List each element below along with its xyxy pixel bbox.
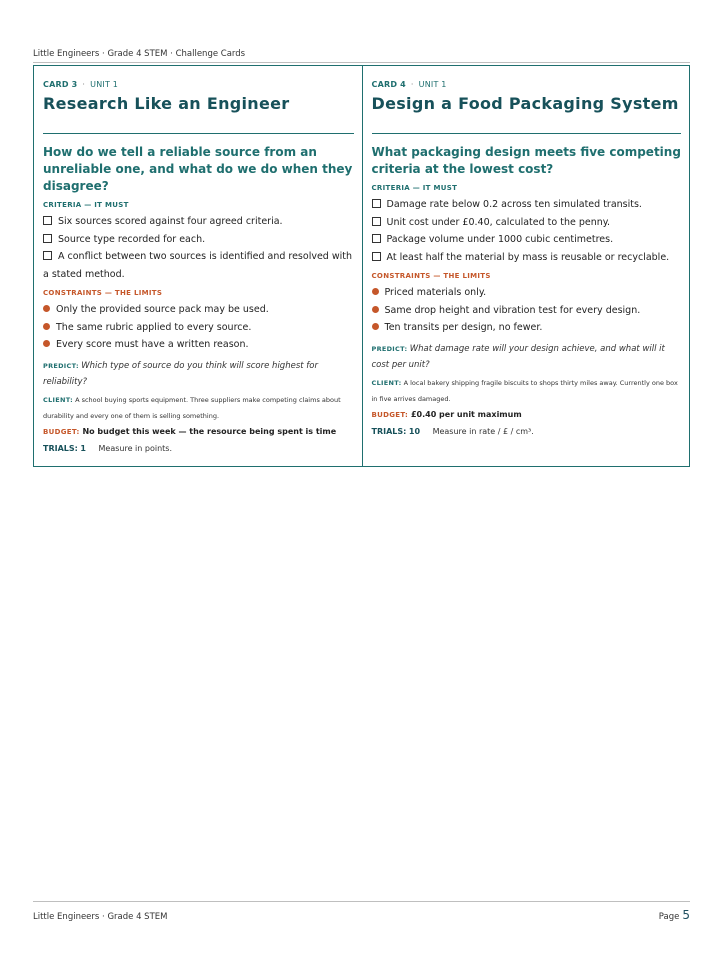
trials-label: TRIALS: xyxy=(371,426,407,436)
constraint-text: Same drop height and vibration test for every design. xyxy=(384,304,641,316)
predict-line xyxy=(43,358,354,390)
constraints-list xyxy=(372,284,682,337)
bullet-dot-icon xyxy=(43,323,50,330)
budget-text: No budget this week — the resource being spent is time xyxy=(82,426,337,436)
driving-question: How do we tell a reliable source from an unreliable one, and what do we do when they disagree? xyxy=(43,145,353,193)
bullet-dot-icon xyxy=(372,306,379,313)
predict-text: What damage rate will your design achieve, and what will it cost per unit? xyxy=(371,343,665,370)
challenge-card xyxy=(362,66,690,466)
constraints-heading: CONSTRAINTS — THE LIMITS xyxy=(43,289,163,297)
constraint-item xyxy=(372,302,682,320)
checkbox-icon xyxy=(43,216,52,225)
budget-line xyxy=(43,427,354,436)
budget-line xyxy=(372,410,682,419)
client-text: A school buying sports equipment. Three suppliers make competing claims about durability and every one of them is selling something. xyxy=(43,395,341,420)
challenge-cards xyxy=(33,65,690,467)
budget-text: £0.40 per unit maximum xyxy=(410,409,522,419)
constraints-heading: CONSTRAINTS — THE LIMITS xyxy=(371,272,491,280)
constraint-item xyxy=(43,336,354,354)
criteria-text: At least half the material by mass is reusable or recyclable. xyxy=(386,251,670,263)
running-header: Little Engineers · Grade 4 STEM · Challenge Cards xyxy=(33,49,690,63)
criteria-item xyxy=(43,231,354,249)
trials-line xyxy=(372,427,682,436)
constraint-item xyxy=(43,301,354,319)
criteria-item xyxy=(43,213,354,231)
trials-value: 10 xyxy=(408,426,421,436)
card-meta xyxy=(372,80,682,89)
budget-label: BUDGET: xyxy=(371,410,409,419)
measure-text: Measure in rate / £ / cm³. xyxy=(432,426,534,436)
predict-line xyxy=(372,341,682,373)
meta-separator: · xyxy=(410,80,414,89)
criteria-list xyxy=(372,196,682,266)
constraint-item xyxy=(43,319,354,337)
meta-separator: · xyxy=(82,80,86,89)
criteria-text: A conflict between two sources is identified and resolved with a stated method. xyxy=(43,251,353,280)
checkbox-icon xyxy=(372,252,381,261)
constraint-item xyxy=(372,319,682,337)
checkbox-icon xyxy=(372,217,381,226)
constraint-text: The same rubric applied to every source. xyxy=(56,321,252,333)
criteria-text: Damage rate below 0.2 across ten simulated transits. xyxy=(386,199,642,210)
constraints-list xyxy=(43,301,354,354)
card-number: CARD 4 xyxy=(371,80,406,89)
footer-text: Little Engineers · Grade 4 STEM xyxy=(33,912,168,922)
criteria-item xyxy=(372,196,682,214)
checkbox-icon xyxy=(372,234,381,243)
criteria-heading: CRITERIA — IT MUST xyxy=(43,201,129,209)
client-line xyxy=(372,375,682,407)
unit-label: UNIT 1 xyxy=(90,80,119,89)
budget-label: BUDGET: xyxy=(43,427,80,436)
card-title: Research Like an Engineer xyxy=(43,94,354,134)
bullet-dot-icon xyxy=(372,288,379,295)
trials-value: 1 xyxy=(80,443,86,453)
driving-question: What packaging design meets five competing criteria at the lowest cost? xyxy=(371,145,681,176)
bullet-dot-icon xyxy=(43,305,50,312)
criteria-item xyxy=(43,248,354,283)
predict-text: Which type of source do you think will score highest for reliability? xyxy=(43,360,318,387)
running-footer xyxy=(33,901,690,922)
page-number: 5 xyxy=(682,908,690,922)
unit-label: UNIT 1 xyxy=(418,80,447,89)
constraint-text: Ten transits per design, no fewer. xyxy=(384,322,543,333)
card-number: CARD 3 xyxy=(43,80,78,89)
criteria-text: Package volume under 1000 cubic centimetres. xyxy=(386,234,614,245)
bullet-dot-icon xyxy=(372,323,379,330)
criteria-heading: CRITERIA — IT MUST xyxy=(371,184,458,192)
checkbox-icon xyxy=(43,251,52,260)
criteria-text: Unit cost under £0.40, calculated to the penny. xyxy=(386,216,611,228)
client-line xyxy=(43,392,354,424)
bullet-dot-icon xyxy=(43,340,50,347)
trials-line xyxy=(43,444,354,453)
card-meta xyxy=(43,80,354,89)
checkbox-icon xyxy=(43,234,52,243)
constraint-text: Priced materials only. xyxy=(384,287,487,298)
criteria-list xyxy=(43,213,354,283)
constraint-text: Every score must have a written reason. xyxy=(56,339,249,350)
constraint-item xyxy=(372,284,682,302)
predict-label: PREDICT: xyxy=(371,344,408,353)
trials-label: TRIALS: xyxy=(43,443,78,453)
criteria-item xyxy=(372,231,682,249)
card-title: Design a Food Packaging System xyxy=(372,94,682,134)
client-text: A local bakery shipping fragile biscuits to shops thirty miles away. Currently one box in five arrives damaged. xyxy=(371,378,678,403)
checkbox-icon xyxy=(372,199,381,208)
measure-text: Measure in points. xyxy=(98,443,173,453)
client-label: CLIENT: xyxy=(371,378,402,387)
predict-label: PREDICT: xyxy=(43,361,79,370)
criteria-text: Source type recorded for each. xyxy=(58,233,206,245)
challenge-card xyxy=(34,66,362,466)
criteria-item xyxy=(372,214,682,232)
page-label: Page xyxy=(658,912,680,922)
page-indicator xyxy=(659,908,690,922)
criteria-text: Six sources scored against four agreed criteria. xyxy=(58,216,283,227)
criteria-item xyxy=(372,249,682,267)
client-label: CLIENT: xyxy=(43,395,73,404)
constraint-text: Only the provided source pack may be used. xyxy=(56,304,269,315)
